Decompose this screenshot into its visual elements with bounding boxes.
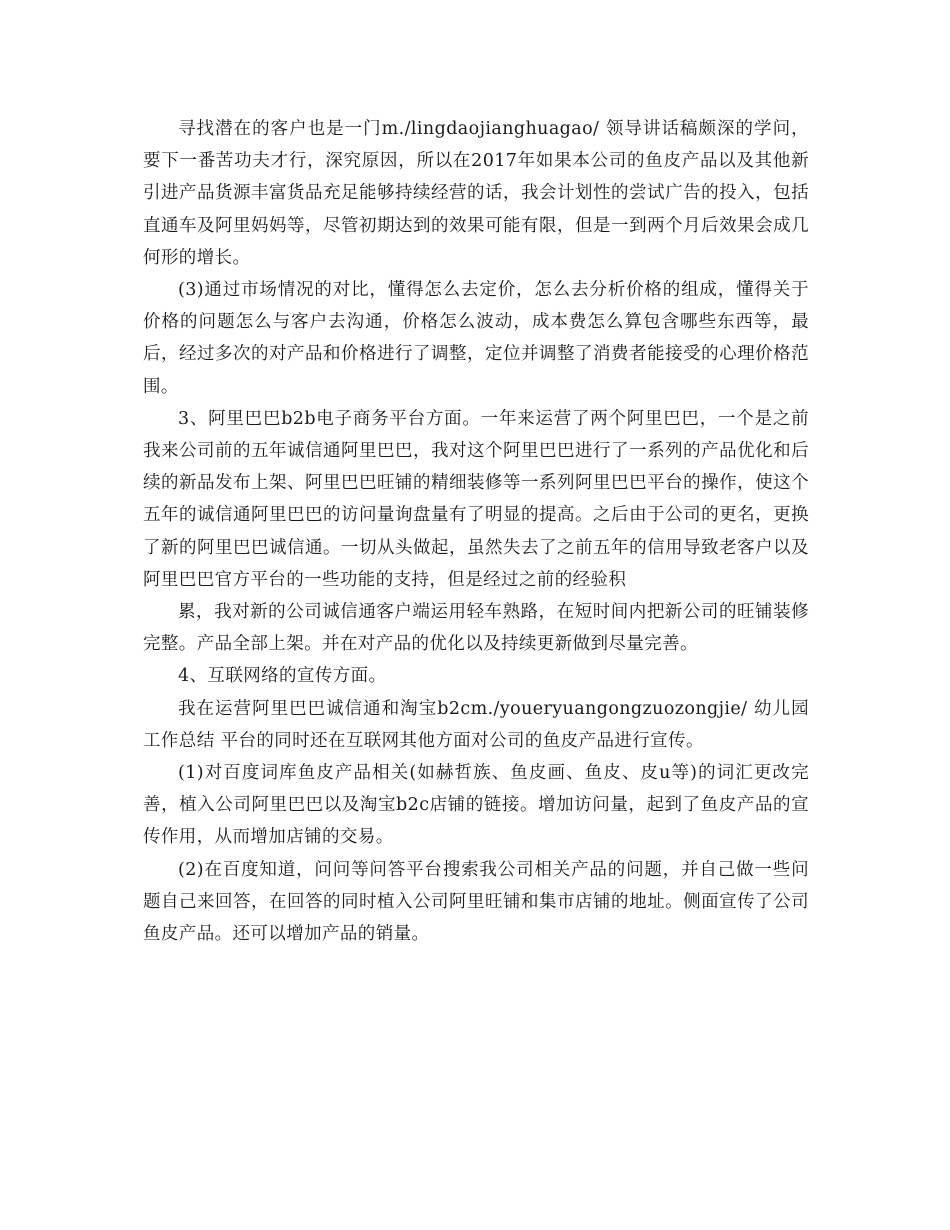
- paragraph-alibaba-b2b: 3、阿里巴巴b2b电子商务平台方面。一年来运营了两个阿里巴巴，一个是之前我来公司前的五年诚信通阿里巴巴，我对这个阿里巴巴进行了一系列的产品优化和后续的新品发布上架、阿里巴巴旺铺的精细装修等一系列阿里巴巴平台的操作，使这个五年的诚信通阿里巴巴的访问量询盘量有了明显的提高。之后由于公司的更名，更换了新的阿里巴巴诚信通。一切从头做起，虽然失去了之前五年的信用导致老客户以及阿里巴巴官方平台的一些功能的支持，但是经过之前的经验积: [143, 408, 809, 590]
- document-body: [143, 113, 809, 950]
- paragraph-baidu-zhidao: (2)在百度知道，问问等问答平台搜索我公司相关产品的问题，并自己做一些问题自己来回答，在回答的同时植入公司阿里旺铺和集市店铺的地址。侧面宣传了公司鱼皮产品。还可以增加产品的销量。: [143, 859, 809, 945]
- paragraph-baidu-wiki: (1)对百度词库鱼皮产品相关(如赫哲族、鱼皮画、鱼皮、皮u等)的词汇更改完善，植入公司阿里巴巴以及淘宝b2c店铺的链接。增加访问量，起到了鱼皮产品的宣传作用，从而增加店铺的交易。: [143, 763, 809, 848]
- paragraph-internet-heading: 4、互联网络的宣传方面。: [178, 666, 387, 687]
- paragraph-pricing: (3)通过市场情况的对比，懂得怎么去定价，怎么去分析价格的组成，懂得关于价格的问题怎么与客户去沟通，价格怎么波动，成本费怎么算包含哪些东西等，最后，经过多次的对产品和价格进行了调整，定位并调整了消费者能接受的心理价格范围。: [143, 280, 809, 397]
- paragraph-alibaba-continued: 累，我对新的公司诚信通客户端运用轻车熟路，在短时间内把新公司的旺铺装修完整。产品全部上架。并在对产品的优化以及持续更新做到尽量完善。: [143, 602, 809, 655]
- paragraph-internet-intro: 我在运营阿里巴巴诚信通和淘宝b2cm./youeryuangongzuozongjie/ 幼儿园工作总结 平台的同时还在互联网其他方面对公司的鱼皮产品进行宣传。: [143, 698, 809, 751]
- paragraph-potential-customers: 寻找潜在的客户也是一门m./lingdaojianghuagao/ 领导讲话稿颇深的学问，要下一番苦功夫才行，深究原因，所以在2017年如果本公司的鱼皮产品以及其他新引进产品货源丰富货品充足能够持续经营的话，我会计划性的尝试广告的投入，包括直通车及阿里妈妈等，尽管初期达到的效果可能有限，但是一到两个月后效果会成几何形的增长。: [143, 119, 809, 268]
